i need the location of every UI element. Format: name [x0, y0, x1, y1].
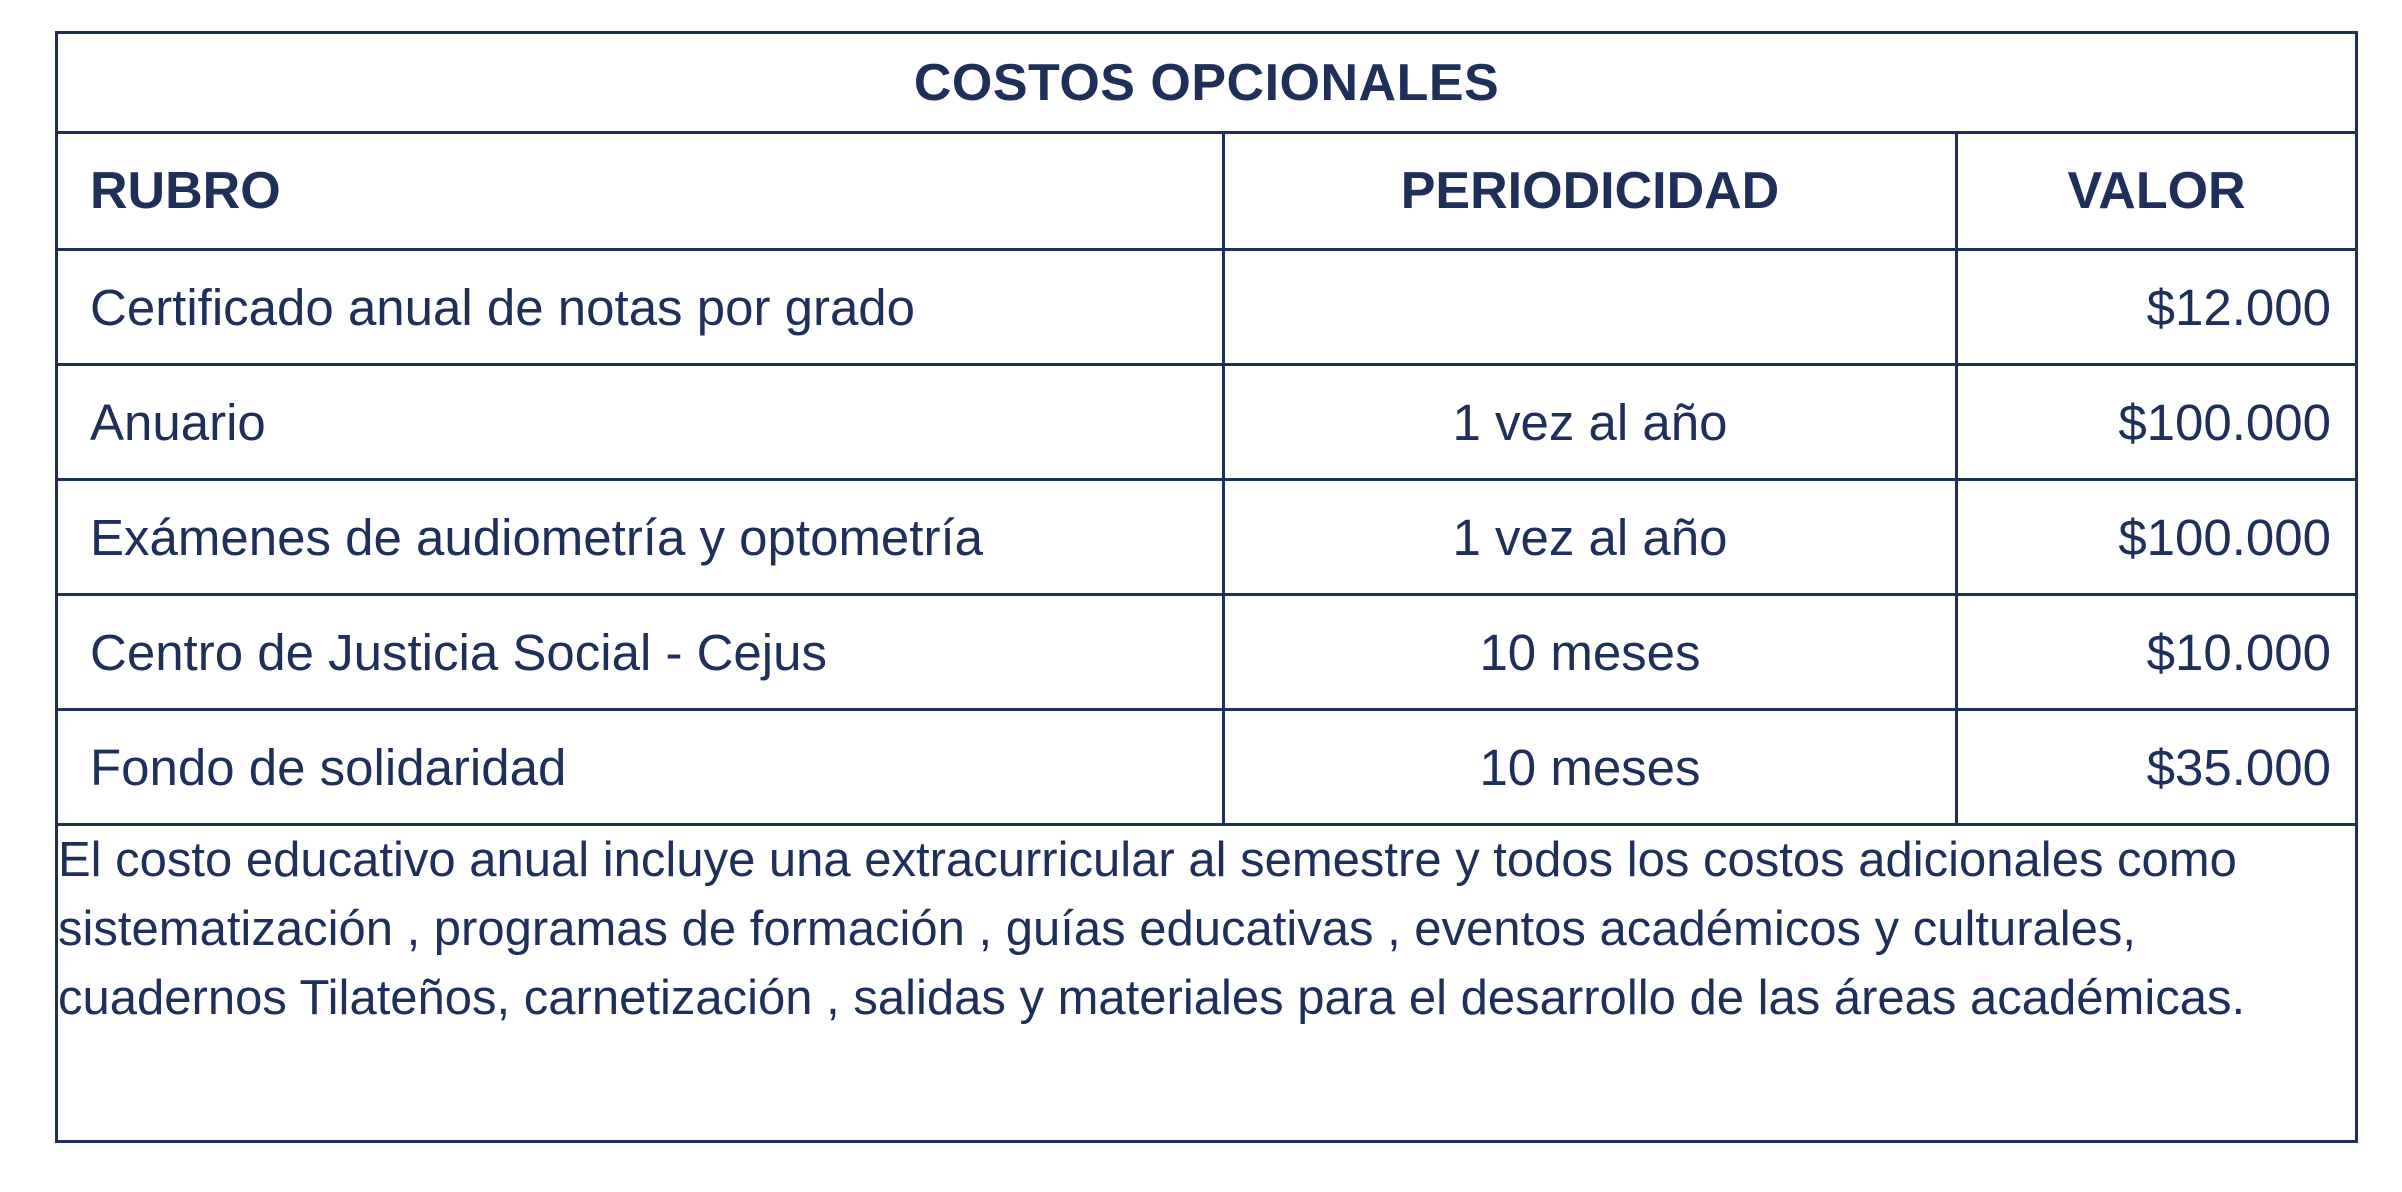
table-note: El costo educativo anual incluye una extracurricular al semestre y todos los costos adicionales como sistematización , programas de formación , guías educativas , eventos académicos y culturales, cuadernos Tilateños, carnetización , salidas y materiales para el desarrollo de las áreas académicas.	[57, 825, 2357, 1142]
table-row	[57, 595, 2357, 710]
row-periodicidad: 1 vez al año	[1224, 480, 1957, 595]
row-valor: $10.000	[1957, 595, 2357, 710]
header-valor: VALOR	[1957, 133, 2357, 250]
table-title: COSTOS OPCIONALES	[57, 33, 2357, 133]
row-periodicidad: 1 vez al año	[1224, 365, 1957, 480]
title-row	[57, 33, 2357, 133]
row-valor: $12.000	[1957, 250, 2357, 365]
table-row	[57, 250, 2357, 365]
header-rubro: RUBRO	[57, 133, 1224, 250]
row-rubro: Fondo de solidaridad	[57, 710, 1224, 825]
row-valor: $35.000	[1957, 710, 2357, 825]
note-row	[57, 825, 2357, 1142]
header-periodicidad: PERIODICIDAD	[1224, 133, 1957, 250]
row-rubro: Certificado anual de notas por grado	[57, 250, 1224, 365]
header-row	[57, 133, 2357, 250]
table-row	[57, 365, 2357, 480]
row-rubro: Exámenes de audiometría y optometría	[57, 480, 1224, 595]
row-periodicidad: 10 meses	[1224, 710, 1957, 825]
row-valor: $100.000	[1957, 365, 2357, 480]
row-valor: $100.000	[1957, 480, 2357, 595]
row-periodicidad: 10 meses	[1224, 595, 1957, 710]
optional-costs-table	[55, 31, 2358, 1143]
row-rubro: Anuario	[57, 365, 1224, 480]
table-row	[57, 480, 2357, 595]
table-row	[57, 710, 2357, 825]
row-rubro: Centro de Justicia Social - Cejus	[57, 595, 1224, 710]
row-periodicidad	[1224, 250, 1957, 365]
